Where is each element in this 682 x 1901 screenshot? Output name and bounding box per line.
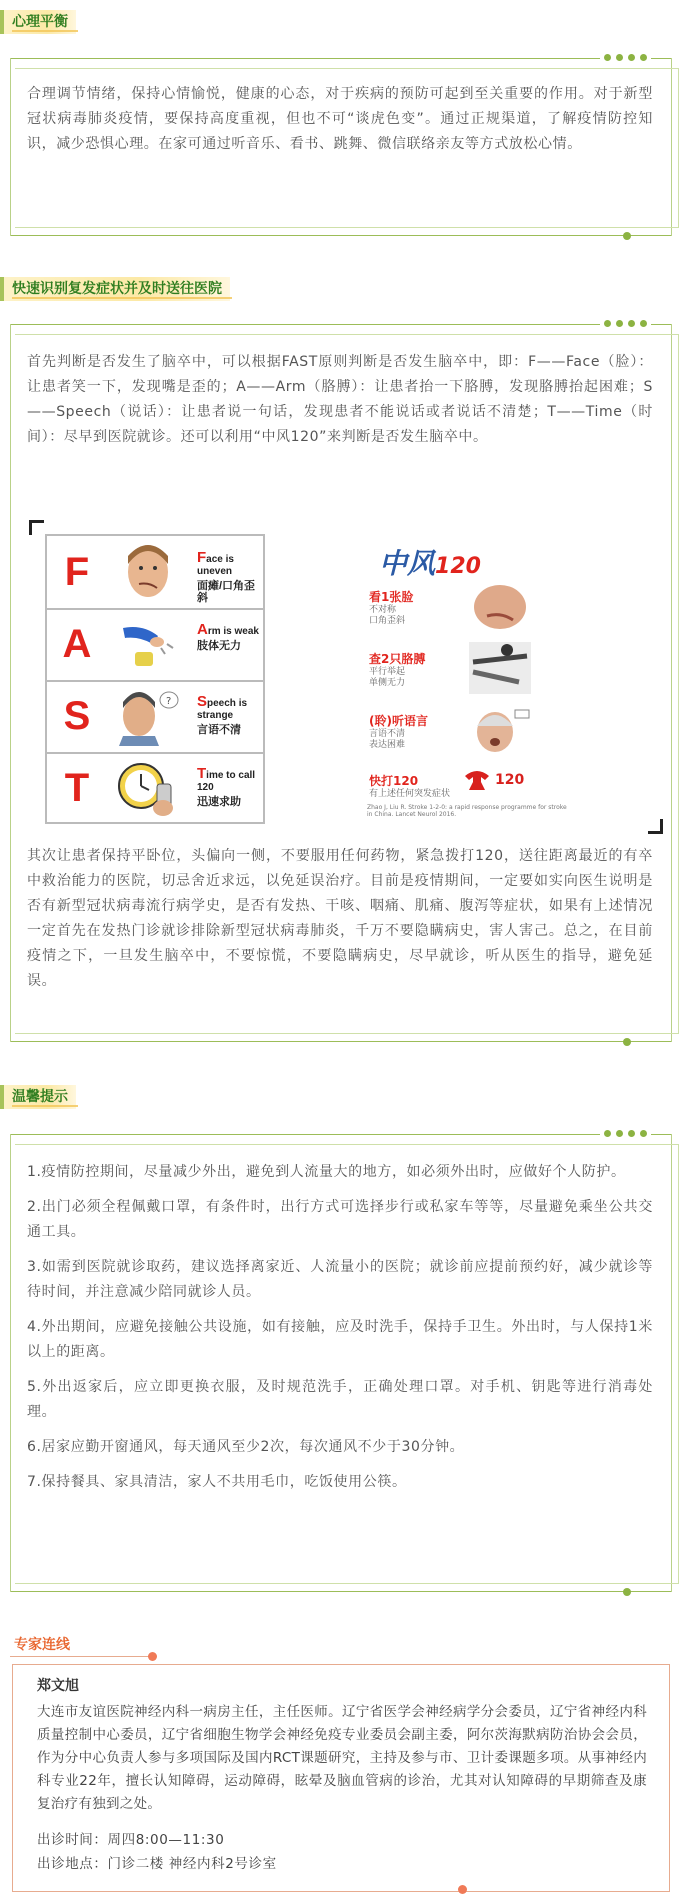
list-item: 2.出门必须全程佩戴口罩，有条件时，出行方式可选择步行或私家车等等，尽量避免乘坐公共交通工具。 [27, 1199, 653, 1240]
section-heading-mental: 心理平衡 [0, 10, 76, 34]
arm-weak-icon [113, 614, 183, 674]
list-item: 5.外出返家后，应立即更换衣服，及时规范洗手，正确处理口罩。对手机、钥匙等进行消毒处理。 [27, 1379, 653, 1420]
tips-box [10, 1134, 672, 1592]
list-item: 7.保持餐具、家具清洁，家人不共用毛巾，吃饭使用公筷。 [27, 1474, 407, 1490]
recognize-box [10, 324, 672, 1042]
expert-box [12, 1664, 670, 1892]
decor-dots [600, 1130, 651, 1137]
speech-icon [113, 686, 183, 746]
fast-intro-text: 首先判断是否发生了脑卒中，可以根据FAST原则判断是否发生脑卒中，即：F——Face（脸）：让患者笑一下，发现嘴是歪的；A——Arm（胳膊）：让患者抬一下胳膊，发现胳膊抬起困难；S——Speech（说话）：让患者说一句话，发现患者不能说话或者说话不清楚；T——Time（时间）：尽早到医院就诊。还可以利用“中风120”来判断是否发生脑卒中。 [27, 354, 653, 445]
fast-letter-t: T [64, 766, 90, 810]
zhongfeng-120-logo: 中风120 [379, 547, 481, 580]
clinic-location: 出诊地点：门诊二楼 神经内科2号诊室 [37, 1856, 277, 1872]
list-item: 3.如需到医院就诊取药，建议选择离家近、人流量小的医院；就诊前应提前预约好，减少就诊等待时间，并注意减少陪同就诊人员。 [27, 1259, 653, 1300]
arms-raised-icon [469, 642, 531, 694]
fast-panel: F Face is uneven 面瘫/口角歪斜 A Arm is weak 肢体无力 S ? Speech is strange 言语不清 T Time to call 120 迅速求助 [45, 534, 265, 824]
elderly-speaking-icon [469, 704, 531, 756]
face-asymmetry-icon [469, 582, 531, 632]
face-icon [113, 542, 183, 602]
clinic-time: 出诊时间：周四8:00—11:30 [37, 1832, 225, 1848]
clock-phone-icon [113, 758, 183, 818]
figure-caption: Zhao J, Liu R. Stroke 1-2-0: a rapid response programme for stroke in China. Lancet Neurol 2016. [367, 804, 567, 818]
decor-dot [458, 1885, 467, 1894]
first-aid-text: 其次让患者保持平卧位，头偏向一侧，不要服用任何药物，紧急拨打120，送往距离最近的有卒中救治能力的医院，切忌舍近求远，以免延误治疗。目前是疫情期间，一定要如实向医生说明是否有新型冠状病毒流行病学史，是否有发热、干咳、咽痛、肌痛、腹泻等症状，如果有上述情况一定首先在发热门诊就诊排除新型冠状病毒肺炎，千万不要隐瞒病史，害人害己。总之，在目前疫情之下，一旦发生脑卒中，不要惊慌，不要隐瞒病史，尽早就诊，听从医生的指导，避免延误。 [27, 848, 653, 989]
section-heading-recognize: 快速识别复发症状并及时送往医院 [0, 277, 230, 301]
section-heading-tips: 温馨提示 [0, 1085, 76, 1109]
zhongfeng-120-panel: 中风120 看1张脸 不对称 口角歪斜 查2只胳膊 平行举起 单侧无力 (聆)听语言 言语不清 表达困难 快打120 有上述任何突发症状 120 Zhao J, Liu R. Stroke 1-2-0: a rapid response programme for stroke in China. Lancet Neurol 2016. [359, 534, 569, 820]
fast-letter-a: A [62, 622, 92, 666]
fast-letter-f: F [64, 550, 90, 594]
phone-number: 120 [495, 772, 525, 788]
expert-bio: 大连市友谊医院神经内科一病房主任，主任医师。辽宁省医学会神经病学分会委员，辽宁省神经内科质量控制中心委员，辽宁省细胞生物学会神经免疫专业委员会副主委，阿尔茨海默病防治协会会员，作为分中心负责人参与多项国际及国内RCT课题研究，主持及参与市、卫计委课题多项。从事神经内科专业22年，擅长认知障碍，运动障碍，眩晕及脑血管病的诊治，尤其对认知障碍的早期筛查及康复治疗有独到之处。 [37, 1704, 647, 1812]
mental-text: 合理调节情绪，保持心情愉悦，健康的心态，对于疾病的预防可起到至关重要的作用。对于新型冠状病毒肺炎疫情，要保持高度重视，但也不可“谈虎色变”。通过正规渠道，了解疫情防控知识，减少恐惧心理。在家可通过听音乐、看书、跳舞、微信联络亲友等方式放松心情。 [27, 86, 653, 152]
fast-letter-s: S [63, 694, 91, 738]
tips-list [27, 1160, 653, 1505]
decor-dots [600, 54, 651, 61]
decor-dots [600, 320, 651, 327]
list-item: 4.外出期间，应避免接触公共设施，如有接触，应及时洗手，保持手卫生。外出时，与人保持1米以上的距离。 [27, 1319, 653, 1360]
mental-box [10, 58, 672, 236]
svg-text:?: ? [166, 696, 172, 707]
list-item: 1.疫情防控期间，尽量减少外出，避免到人流量大的地方，如必须外出时，应做好个人防护。 [27, 1164, 626, 1180]
decor-dot [148, 1652, 157, 1661]
expert-heading: 专家连线 [14, 1637, 70, 1653]
list-item: 6.居家应勤开窗通风，每天通风至少2次，每次通风不少于30分钟。 [27, 1439, 465, 1455]
expert-name: 郑文旭 [37, 1678, 79, 1694]
red-phone-icon [463, 768, 491, 794]
stroke-recognition-figure [29, 520, 663, 834]
